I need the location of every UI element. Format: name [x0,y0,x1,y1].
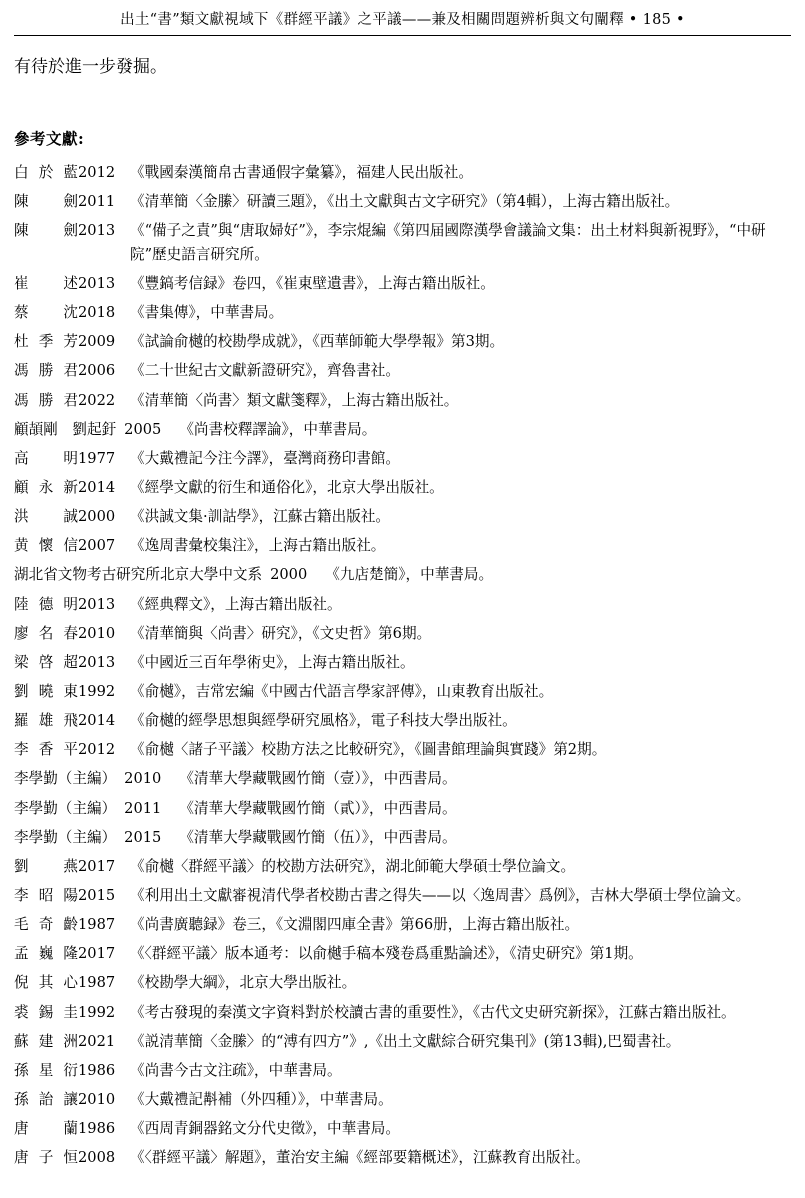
reference-text: 《考古發現的秦漢文字資料對於校讀古書的重要性》，《古代文史研究新探》，江蘇古籍出版社。 [130,1003,736,1021]
reference-text: 《大戴禮記今注今譯》，臺灣商務印書館。 [130,449,400,467]
reference-author: 李昭陽 [14,886,78,904]
reference-entry [14,272,791,296]
reference-year: 2010 [124,770,162,788]
reference-entry [14,1088,791,1112]
reference-entry [14,913,791,937]
reference-author: 湖北省文物考古研究所北京大學中文系 [14,566,263,584]
reference-entry [14,190,791,214]
reference-year: 2013 [78,275,116,292]
reference-text: 《清華大學藏戰國竹簡（壹）》，中西書局。 [179,770,457,788]
reference-text: 《説清華簡〈金縢〉的“溥有四方”》,《出土文獻綜合研究集刊》(第13輯),巴蜀書社。 [130,1032,681,1050]
reference-year: 2006 [78,362,116,380]
reference-author: 蔡 沈 [14,304,78,322]
reference-text: 《清華簡與〈尚書〉研究》，《文史哲》第6期。 [130,624,432,642]
reference-text: 《清華簡〈金縢〉研讀三題》，《出土文獻與古文字研究》（第4輯），上海古籍出版社。 [130,193,680,211]
reference-text: 《經典釋文》，上海古籍出版社。 [130,595,342,613]
reference-year: 2015 [124,828,162,846]
reference-entry [14,855,791,879]
reference-entry [14,330,791,354]
reference-year: 2005 [124,420,162,438]
reference-year: 2013 [78,595,116,613]
reference-entry [14,738,791,762]
reference-entry [14,389,791,413]
reference-author: 蘇建洲 [14,1032,78,1050]
reference-text: 《利用出土文獻審視清代學者校勘古書之得失——以〈逸周書〉爲例》，吉林大學碩士學位論文。 [130,886,751,904]
reference-entry [14,971,791,995]
reference-year: 2017 [78,945,116,963]
reference-year: 2014 [78,478,116,496]
reference-year: 1987 [78,974,116,992]
reference-entry [14,447,791,471]
reference-year: 2009 [78,333,116,351]
reference-text: 《試論俞樾的校勘學成就》，《西華師範大學學報》第3期。 [130,333,505,351]
reference-year: 2015 [78,886,116,904]
reference-author: 陸德明 [14,595,78,613]
reference-text: 《校勘學大綱》，北京大學出版社。 [130,974,357,992]
reference-text: 《洪誠文集·訓詁學》，江蘇古籍出版社。 [130,508,391,526]
reference-text: 《逸周書彙校集注》，上海古籍出版社。 [130,537,386,555]
reference-entry [14,651,791,675]
reference-year: 2000 [78,508,116,526]
running-head: 出土“書”類文獻視域下《群經平議》之平議——兼及相關問題辨析與文句闡釋 • 185 • [120,12,685,28]
reference-author: 羅雄飛 [14,712,78,730]
reference-year: 2007 [78,537,116,555]
reference-author: 倪其心 [14,974,78,992]
reference-text: 《尚書校釋譯論》，中華書局。 [179,420,377,438]
reference-entry [14,301,791,325]
reference-author: 廖名春 [14,624,78,642]
reference-entry [14,563,791,587]
reference-entry [14,161,791,185]
reference-entry [14,1146,791,1170]
reference-entry [14,767,791,791]
reference-entry [14,1117,791,1141]
reference-author: 洪 誠 [14,508,78,526]
reference-entry [14,593,791,617]
reference-entry [14,826,791,850]
reference-author: 毛奇齡 [14,916,78,934]
reference-author: 馮勝君 [14,362,78,380]
reference-year: 2012 [78,741,116,759]
reference-text: 《經學文獻的衍生和通俗化》，北京大學出版社。 [130,478,444,496]
reference-year: 1977 [78,449,116,467]
reference-text: 《〈群經平議〉解題》，董治安主編《經部要籍概述》，江蘇教育出版社。 [130,1149,590,1167]
reference-text: 《西周青銅器銘文分代史徵》，中華書局。 [130,1120,400,1138]
reference-text: 《豐鎬考信録》卷四，《崔東壁遺書》，上海古籍出版社。 [130,275,495,292]
reference-entry [14,476,791,500]
reference-author: 高 明 [14,449,78,467]
reference-year: 2018 [78,304,116,322]
reference-year: 2010 [78,1090,116,1108]
reference-author: 梁啓超 [14,653,78,671]
reference-entry [14,622,791,646]
reference-entry [14,1001,791,1025]
reference-year: 1987 [78,916,116,934]
reference-entry [14,359,791,383]
reference-year: 2010 [78,624,116,642]
reference-text: 《尚書今古文注疏》，中華書局。 [130,1061,342,1079]
reference-author: 李香平 [14,741,78,759]
reference-author: 黄懷信 [14,537,78,555]
reference-entry [14,1059,791,1083]
body-paragraph: 有待於進一步發掘。 [14,56,167,77]
reference-year: 2021 [78,1032,116,1050]
reference-text: 《清華簡〈尚書〉類文獻箋釋》，上海古籍出版社。 [130,391,459,409]
reference-author: 唐 蘭 [14,1120,78,1138]
reference-text: 《清華大學藏戰國竹簡（貳）》，中西書局。 [179,799,457,817]
reference-text: 《“備子之責”與“唐取婦好”》，李宗焜編《第四届國際漢學會議論文集：出土材料與新視野》，“中研院”歷史語言研究所。 [130,222,766,263]
reference-author: 唐子恒 [14,1149,78,1167]
reference-entry [14,418,791,442]
reference-year: 2013 [78,653,116,671]
reference-author: 杜季芳 [14,333,78,351]
reference-author: 顧頡剛 劉起釪 [14,420,117,438]
reference-author: 陳 劍 [14,193,78,211]
references-heading: 參考文獻: [14,128,85,148]
reference-entry [14,680,791,704]
reference-author: 白於藍 [14,163,78,181]
reference-entry [14,884,791,908]
reference-text: 《〈群經平議〉版本通考：以俞樾手稿本殘卷爲重點論述》，《清史研究》第1期。 [130,945,643,963]
reference-entry [14,505,791,529]
reference-text: 《尚書廣聽録》卷三，《文淵閣四庫全書》第66册，上海古籍出版社。 [130,916,580,934]
reference-year: 2013 [78,222,116,240]
reference-author: 裘錫圭 [14,1003,78,1021]
reference-author: 劉曉東 [14,682,78,700]
reference-author: 李學勤（主編） [14,828,117,846]
reference-year: 1992 [78,682,116,700]
reference-author: 孟巍隆 [14,945,78,963]
reference-text: 《俞樾的經學思想與經學研究風格》，電子科技大學出版社。 [130,712,517,730]
reference-text: 《中國近三百年學術史》，上海古籍出版社。 [130,653,415,671]
reference-year: 2011 [78,193,116,211]
reference-author: 孫詒讓 [14,1090,78,1108]
reference-text: 《俞樾》，吉常宏編《中國古代語言學家評傳》，山東教育出版社。 [130,682,554,700]
reference-text: 《大戴禮記斠補（外四種）》，中華書局。 [130,1090,393,1108]
reference-year: 2017 [78,857,116,875]
reference-entry [14,534,791,558]
reference-text: 《二十世紀古文獻新證研究》，齊魯書社。 [130,362,400,380]
reference-entry [14,942,791,966]
reference-text: 《戰國秦漢簡帛古書通假字彙纂》，福建人民出版社。 [130,163,473,181]
reference-year: 2000 [270,566,308,584]
reference-entry [14,219,791,266]
reference-author: 馮勝君 [14,391,78,409]
reference-author: 孫星衍 [14,1061,78,1079]
reference-year: 1986 [78,1120,116,1138]
header-rule [14,35,791,36]
reference-year: 2012 [78,163,116,181]
reference-text: 《清華大學藏戰國竹簡（伍）》，中西書局。 [179,828,457,846]
reference-author: 李學勤（主編） [14,799,117,817]
reference-year: 2011 [124,799,162,817]
reference-entry [14,1030,791,1054]
reference-author: 劉 燕 [14,857,78,875]
reference-text: 《俞樾〈群經平議〉的校勘方法研究》，湖北師範大學碩士學位論文。 [130,857,576,875]
reference-author: 陳 劍 [14,222,78,240]
reference-year: 1992 [78,1003,116,1021]
reference-year: 2008 [78,1149,116,1167]
references-list [14,161,791,1170]
reference-year: 2014 [78,712,116,730]
reference-text: 《俞樾〈諸子平議〉校勘方法之比較研究》，《圖書館理論與實踐》第2期。 [130,741,607,759]
reference-entry [14,797,791,821]
reference-author: 崔 述 [14,275,78,292]
reference-year: 2022 [78,391,116,409]
reference-entry [14,709,791,733]
reference-text: 《九店楚簡》，中華書局。 [325,566,494,584]
reference-author: 顧永新 [14,478,78,496]
reference-text: 《書集傳》，中華書局。 [130,304,284,322]
reference-year: 1986 [78,1061,116,1079]
reference-author: 李學勤（主編） [14,770,117,788]
